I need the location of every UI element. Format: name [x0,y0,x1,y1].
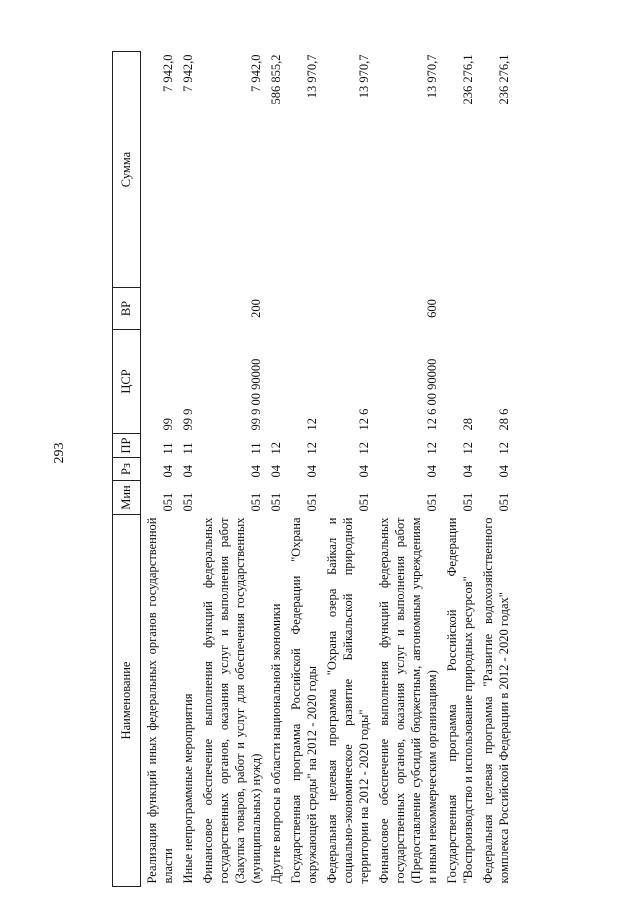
budget-table [112,51,513,887]
row-vr [285,288,321,330]
row-csr: 99 9 00 90000 [249,358,263,431]
row-sum: 7 942,0 [249,54,263,92]
row-name: Реализация функций иных федеральных органов государственной власти [145,517,175,884]
row-rz: 04 [497,465,511,478]
row-csr: 99 9 [181,408,195,431]
row-csr: 12 [305,418,319,431]
row-sum: 586 855,2 [269,54,283,105]
row-name: Федеральная целевая программа "Охрана озера Байкал и социально-экономическое развитие Байкальской природной территории на 2012 - 2020 годы" [325,517,371,884]
header-min: Мин [113,481,141,515]
row-pr: 11 [161,442,175,455]
row-rz: 04 [269,465,283,478]
row-vr [265,288,285,330]
row-csr: 12 6 00 90000 [425,358,439,431]
row-csr: 28 [461,418,475,431]
table-row [321,52,373,887]
row-pr: 12 [269,442,283,455]
row-csr: 28 6 [497,408,511,431]
row-csr: 12 6 [357,408,371,431]
header-csr: ЦСР [113,330,141,434]
row-min: 051 [497,492,511,512]
row-rz: 04 [461,465,475,478]
table-row [477,52,513,887]
row-pr: 12 [357,442,371,455]
table-header [113,52,141,887]
page-number: 293 [52,442,67,464]
row-rz: 04 [249,465,263,478]
header-pr: ПР [113,434,141,458]
header-rz: Рз [113,458,141,481]
row-min: 051 [425,492,439,512]
table-row [197,52,265,887]
rotated-page-content [112,52,607,887]
row-name: Государственная программа Российской Федерации "Охрана окружающей среды" на 2012 - 2020 годы [289,517,319,884]
row-vr [141,288,178,330]
row-sum: 13 970,7 [305,54,319,99]
row-rz: 04 [181,465,195,478]
table-row [441,52,477,887]
row-pr: 11 [249,442,263,455]
header-name: Наименование [113,515,141,887]
row-min: 051 [181,492,195,512]
row-name: Финансовое обеспечение выполнения функций федеральных государственных органов, оказания услуг и выполнения работ (Закупка товаров, работ и услуг для обеспечения государственных (муниципальных) нужд) [201,517,263,884]
row-name: Государственная программа Российской Федерации "Воспроизводство и использование природных ресурсов" [445,517,475,884]
header-sum: Сумма [113,52,141,288]
row-name: Иные непрограммные мероприятия [181,693,195,884]
row-sum: 236 276,1 [461,54,475,105]
row-min: 051 [249,492,263,512]
row-pr: 12 [425,442,439,455]
row-rz: 04 [357,465,371,478]
table-row [285,52,321,887]
row-name: Федеральная целевая программа "Развитие водохозяйственного комплекса Российской Федерации в 2012 - 2020 годах" [481,517,511,884]
row-rz: 04 [161,465,175,478]
row-csr [265,330,285,434]
row-pr: 12 [497,442,511,455]
row-csr: 99 [161,418,175,431]
row-pr: 12 [305,442,319,455]
row-sum: 13 970,7 [357,54,371,99]
table-row [141,52,178,887]
row-name: Финансовое обеспечение выполнения функций федеральных государственных органов, оказания услуг и выполнения работ (Предоставление субсидий бюджетным, автономным учреждениям и иным некоммерческим организациям) [377,517,439,884]
row-name: Другие вопросы в области национальной экономики [269,603,283,884]
row-sum: 13 970,7 [425,54,439,99]
table-row [265,52,285,887]
row-vr: 600 [425,299,439,318]
row-sum: 7 942,0 [181,54,195,92]
table-row [373,52,441,887]
row-pr: 11 [181,442,195,455]
row-vr [321,288,373,330]
header-vr: ВР [113,288,141,330]
row-vr: 200 [249,299,263,318]
row-vr [477,288,513,330]
row-vr [177,288,197,330]
row-pr: 12 [461,442,475,455]
row-min: 051 [305,492,319,512]
row-min: 051 [461,492,475,512]
row-sum: 236 276,1 [497,54,511,105]
table-row [177,52,197,887]
row-sum: 7 942,0 [161,54,175,92]
row-rz: 04 [305,465,319,478]
row-vr [441,288,477,330]
row-min: 051 [269,492,283,512]
row-min: 051 [357,492,371,512]
row-rz: 04 [425,465,439,478]
row-min: 051 [161,492,175,512]
